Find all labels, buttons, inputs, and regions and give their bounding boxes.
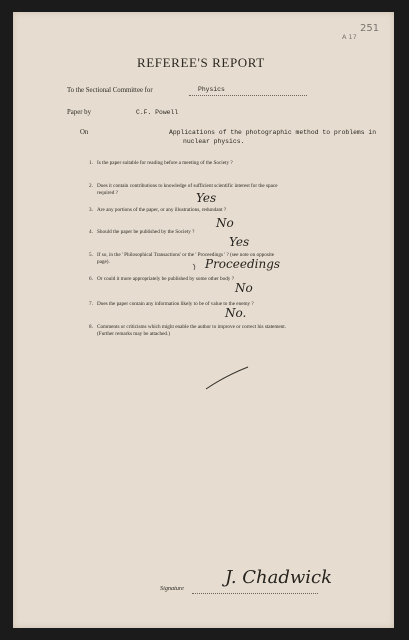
archive-number: 251 xyxy=(360,23,380,34)
question-number: 5. xyxy=(89,252,93,258)
question-text: Or could it more appropriately be published by some other body ? xyxy=(97,276,235,282)
handwritten-answer: Yes xyxy=(196,191,217,205)
question-text-cont: (Further remarks may be attached.) xyxy=(97,331,171,337)
question-text-cont: required ? xyxy=(97,190,118,196)
handwritten-answer: No xyxy=(235,281,253,295)
page-title: REFEREE'S REPORT xyxy=(137,55,265,70)
report-form xyxy=(13,12,394,628)
question-number: 6. xyxy=(89,276,93,282)
signature-dotted-line xyxy=(192,593,318,594)
question-text: Should the paper be published by the Society ? xyxy=(97,229,195,235)
handwritten-answer: Proceedings xyxy=(205,257,281,271)
handwritten-answer: Yes xyxy=(229,235,250,249)
paper-by-label: Paper by xyxy=(67,109,91,116)
handwritten-signature: J. Chadwick xyxy=(225,567,333,588)
question-text: If so, in the ' Philosophical Transactions' or the ' Proceedings ' ? (see note on opposite xyxy=(97,252,275,258)
committee-label: To the Sectional Committee for xyxy=(67,87,153,94)
blank-stroke xyxy=(205,366,249,390)
question-text: Are any portions of the paper, or any illustrations, redundant ? xyxy=(97,207,227,213)
committee-value: Physics xyxy=(198,86,225,93)
question-number: 2. xyxy=(89,183,93,189)
question-number: 1. xyxy=(89,160,93,166)
pencil-mark xyxy=(191,263,199,271)
question-number: 8. xyxy=(89,324,93,330)
question-text: Does the paper contain any information likely to be of value to the enemy ? xyxy=(97,301,254,307)
handwritten-answer: No. xyxy=(225,306,247,320)
question-text-cont: page). xyxy=(97,259,110,265)
archive-code: A 17 xyxy=(342,33,357,41)
paper-by-value: C.F. Powell xyxy=(136,109,179,116)
question-number: 3. xyxy=(89,207,93,213)
question-number: 4. xyxy=(89,229,93,235)
question-number: 7. xyxy=(89,301,93,307)
signature-label: Signature xyxy=(160,585,184,592)
question-text: Does it contain contributions to knowledge of sufficient scientific interest for the space xyxy=(97,183,278,189)
on-value-line1: Applications of the photographic method to problems in xyxy=(169,129,377,136)
on-label: On xyxy=(80,129,89,136)
question-text: Is the paper suitable for reading before a meeting of the Society ? xyxy=(97,160,233,166)
question-text: Comments or criticisms which might enable the author to improve or correct his statement. xyxy=(97,324,287,330)
on-value-line2: nuclear physics. xyxy=(183,138,245,145)
committee-dotted-line xyxy=(189,95,307,96)
handwritten-answer: No xyxy=(216,216,234,230)
